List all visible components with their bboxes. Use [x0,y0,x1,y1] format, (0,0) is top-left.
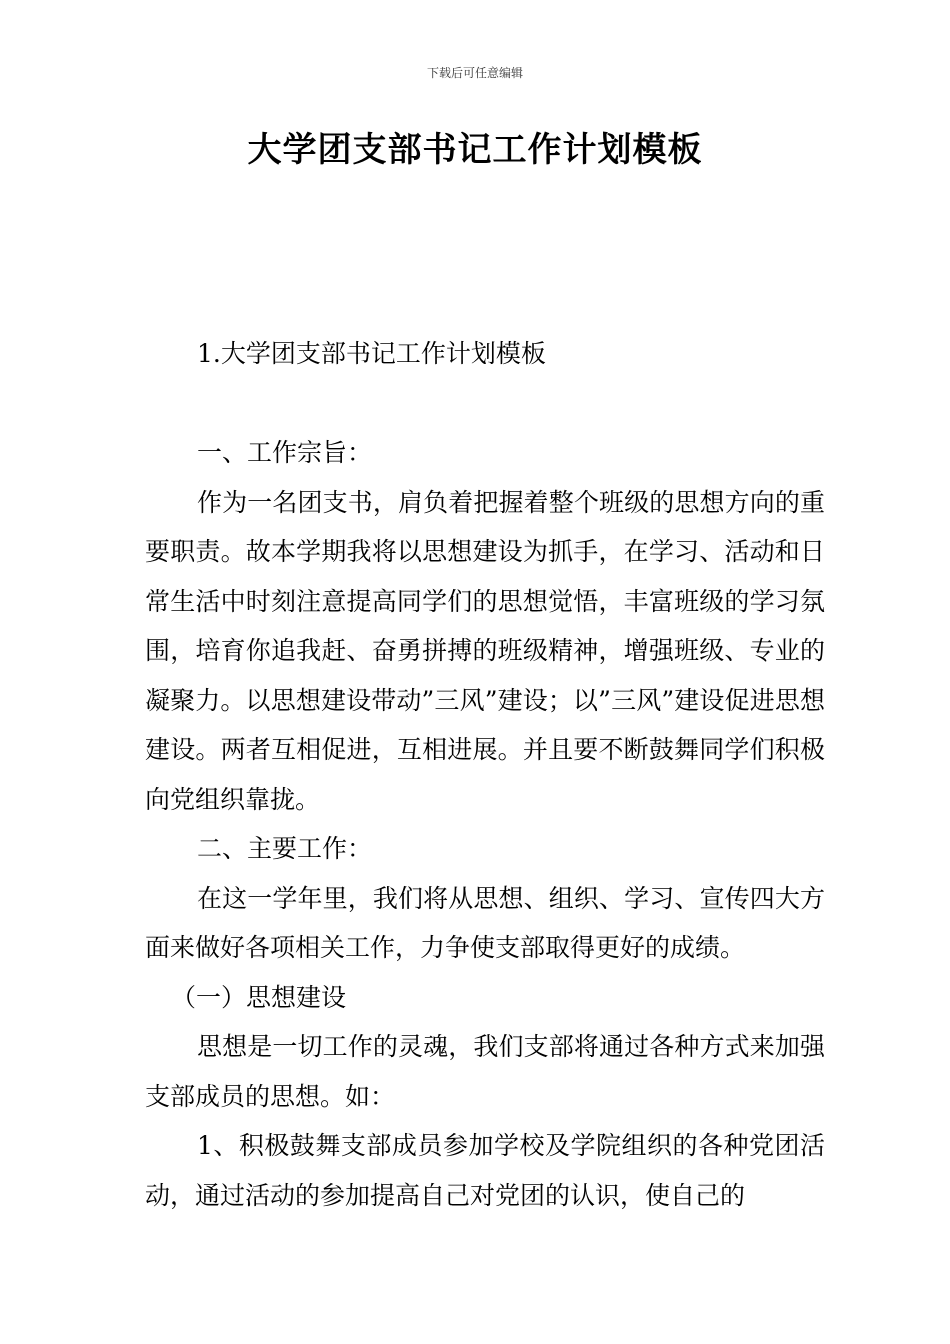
document-subtitle: 1.大学团支部书记工作计划模板 [197,339,546,368]
header-note: 下载后可任意编辑 [426,66,523,80]
subsection-1-heading: （一）思想建设 [171,982,347,1012]
subsection-1-paragraph: 思想是一切工作的灵魂，我们支部将通过各种方式来加强支部成员的思想。如： [145,1032,825,1111]
section-1-paragraph: 作为一名团支书，肩负着把握着整个班级的思想方向的重要职责。故本学期我将以思想建设为抓手，在学习、活动和日常生活中时刻注意提高同学们的思想觉悟，丰富班级的学习氛围，培育你追我赶、奋勇拼搏的班级精神，增强班级、专业的凝聚力。以思想建设带动”三风”建设；以”三风”建设促进思想建设。两者互相促进，互相进展。并且要不断鼓舞同学们积极向党组织靠拢。 [145,487,825,814]
document-body [145,329,825,1220]
item-1-paragraph: 1、积极鼓舞支部成员参加学校及学院组织的各种党团活动，通过活动的参加提高自己对党团的认识，使自己的 [145,1131,825,1210]
section-2-heading: 二、主要工作： [197,834,373,863]
document-title: 大学团支部书记工作计划模板 [247,130,703,170]
section-2-paragraph: 在这一学年里，我们将从思想、组织、学习、宣传四大方面来做好各项相关工作，力争使支部取得更好的成绩。 [145,883,825,962]
blank-line [145,379,825,429]
section-1-heading: 一、工作宗旨： [197,438,373,467]
